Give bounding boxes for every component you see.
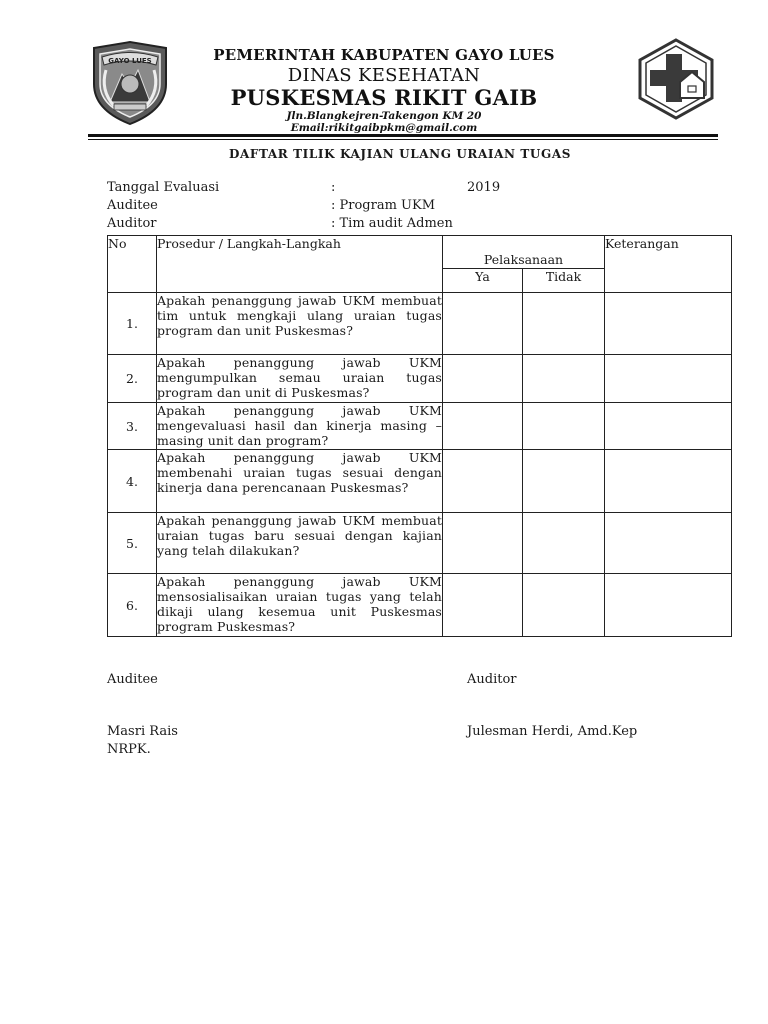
cell-ya[interactable]	[443, 293, 523, 355]
table-row	[108, 355, 732, 403]
table-row	[108, 513, 732, 574]
letterhead-rule-thick	[88, 134, 718, 137]
table-row	[108, 450, 732, 513]
meta-label-tanggal: Tanggal Evaluasi	[107, 180, 220, 195]
checklist-table	[107, 235, 732, 637]
meta-colon-tanggal: :	[331, 180, 336, 195]
header-keterangan: Keterangan	[605, 236, 732, 293]
meta-label-auditor: Auditor	[107, 216, 157, 231]
auditee-name: Masri Rais	[107, 724, 178, 739]
auditee-label: Auditee	[107, 672, 158, 687]
cell-tidak[interactable]	[523, 355, 605, 403]
document-title: DAFTAR TILIK KAJIAN ULANG URAIAN TUGAS	[228, 147, 572, 161]
auditor-name: Julesman Herdi, Amd.Kep	[467, 724, 638, 739]
cell-keterangan[interactable]	[605, 403, 732, 450]
letterhead-puskesmas: PUSKESMAS RIKIT GAIB	[230, 85, 538, 110]
table-row	[108, 403, 732, 450]
row-number: 6.	[108, 574, 157, 637]
letterhead-agency: DINAS KESEHATAN	[287, 65, 481, 86]
cell-ya[interactable]	[443, 574, 523, 637]
cell-ya[interactable]	[443, 450, 523, 513]
row-number: 5.	[108, 513, 157, 574]
cell-tidak[interactable]	[523, 513, 605, 574]
cell-keterangan[interactable]	[605, 574, 732, 637]
svg-text:GAYO LUES: GAYO LUES	[108, 57, 152, 65]
row-number: 2.	[108, 355, 157, 403]
cell-keterangan[interactable]	[605, 513, 732, 574]
cell-ya[interactable]	[443, 355, 523, 403]
meta-value-auditor: : Tim audit Admen	[331, 216, 453, 231]
letterhead-email: Email:rikitgaibpkm@gmail.com	[290, 122, 478, 134]
row-number: 4.	[108, 450, 157, 513]
header-ya: Ya	[443, 269, 523, 293]
cell-tidak[interactable]	[523, 403, 605, 450]
table-row	[108, 574, 732, 637]
row-procedure: Apakah penanggung jawab UKM membuat tim untuk mengkaji ulang uraian tugas program dan unit Puskesmas?	[157, 293, 443, 355]
table-row	[108, 293, 732, 355]
header-pelaksanaan: Pelaksanaan	[443, 236, 605, 269]
cell-ya[interactable]	[443, 403, 523, 450]
row-number: 1.	[108, 293, 157, 355]
cell-ya[interactable]	[443, 513, 523, 574]
letterhead-government: PEMERINTAH KABUPATEN GAYO LUES	[213, 46, 555, 64]
row-procedure: Apakah penanggung jawab UKM mengumpulkan semau uraian tugas program dan unit di Puskesmas?	[157, 355, 443, 403]
row-procedure: Apakah penanggung jawab UKM mensosialisaikan uraian tugas yang telah dikaji ulang kesemua unit Puskesmas program Puskesmas?	[157, 574, 443, 637]
header-prosedur: Prosedur / Langkah-Langkah	[157, 236, 443, 293]
cell-tidak[interactable]	[523, 450, 605, 513]
header-no: No	[108, 236, 157, 293]
auditee-id: NRPK.	[107, 742, 151, 757]
meta-value-tanggal: 2019	[467, 180, 501, 195]
row-procedure: Apakah penanggung jawab UKM membenahi uraian tugas sesuai dengan kinerja dana perencanaan Puskesmas?	[157, 450, 443, 513]
cell-keterangan[interactable]	[605, 293, 732, 355]
meta-label-auditee: Auditee	[107, 198, 158, 213]
letterhead-rule-thin	[88, 139, 718, 140]
meta-value-auditee: : Program UKM	[331, 198, 436, 213]
row-number: 3.	[108, 403, 157, 450]
row-procedure: Apakah penanggung jawab UKM membuat uraian tugas baru sesuai dengan kajian yang telah dilakukan?	[157, 513, 443, 574]
row-procedure: Apakah penanggung jawab UKM mengevaluasi hasil dan kinerja masing – masing unit dan program?	[157, 403, 442, 448]
header-tidak: Tidak	[523, 269, 605, 293]
letterhead-address: Jln.Blangkejren-Takengon KM 20	[286, 110, 482, 122]
cell-tidak[interactable]	[523, 293, 605, 355]
cell-tidak[interactable]	[523, 574, 605, 637]
auditor-label: Auditor	[467, 672, 517, 687]
cell-keterangan[interactable]	[605, 450, 732, 513]
cell-keterangan[interactable]	[605, 355, 732, 403]
